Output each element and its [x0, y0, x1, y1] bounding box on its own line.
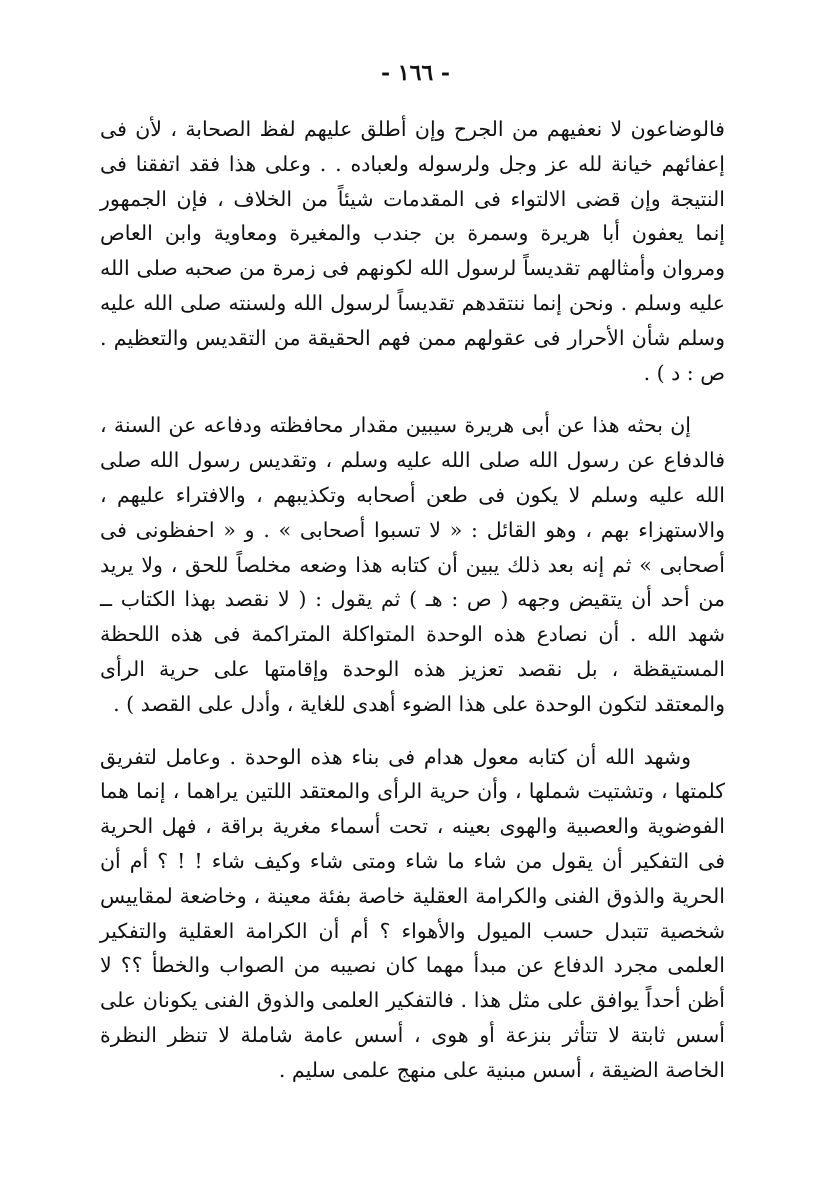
page-number: - ١٦٦ -	[380, 60, 451, 86]
paragraph-1: فالوضاعون لا نعفيهم من الجرح وإن أطلق عليهم لفظ الصحابة ، لأن فى إعفائهم خيانة لله عز وجل ولرسوله ولعباده . . وعلى هذا فقد اتفقنا فى النتيجة وإن قضى الالتواء فى المقدمات شيئاً من الخلاف ، فإن الجمهور إنما يعفون أبا هريرة وسمرة بن جندب والمغيرة ومعاوية وابن العاص ومروان وأمثالهم تقديساً لرسول الله لكونهم فى زمرة من صحبه صلى الله عليه وسلم . ونحن إنما ننتقدهم تقديساً لرسول الله ولسنته صلى الله عليه وسلم شأن الأحرار فى عقولهم ممن فهم الحقيقة من التقديس والتعظيم . ص : د ) .	[100, 117, 725, 385]
paragraph-3: وشهد الله أن كتابه معول هدام فى بناء هذه الوحدة . وعامل لتفريق كلمتها ، وتشتيت شملها ، وأن حرية الرأى والمعتقد اللتين يراهما ، إنما هما الفوضوية والعصبية والهوى بعينه ، تحت أسماء مغرية براقة ، فهل الحرية فى التفكير أن يقول من شاء ما شاء ومتى شاء وكيف شاء ! ! ؟ أم أن الحرية والذوق الفنى والكرامة العقلية خاصة بفئة معينة ، وخاضعة لمقاييس شخصية تتبدل حسب الميول والأهواء ؟ أم أن الكرامة العقلية والتفكير العلمى مجرد الدفاع عن مبدأ مهما كان نصيبه من الصواب والخطأ ؟؟ لا أظن أحداً يوافق على مثل هذا . فالتفكير العلمى والذوق الفنى يكونان على أسس ثابتة لا تتأثر بنزعة أو هوى ، أسس عامة شاملة لا تنظر النظرة الخاصة الضيقة ، أسس مبنية على منهج علمى سليم .	[100, 744, 725, 1082]
paragraph-2: إن بحثه هذا عن أبى هريرة سيبين مقدار محافظته ودفاعه عن السنة ، فالدفاع عن رسول الله صلى الله عليه وسلم ، وتقديس رسول الله صلى الله عليه وسلم لا يكون فى طعن أصحابه وتكذيبهم ، والافتراء عليهم ، والاستهزاء بهم ، وهو القائل : « لا تسبوا أصحابى » . و « احفظونى فى أصحابى » ثم إنه بعد ذلك يبين أن كتابه هذا وضعه مخلصاً للحق ، ولا يريد من أحد أن يتقيض وجهه ( ص : هـ ) ثم يقول : ( لا نقصد بهذا الكتاب ــ شهد الله . أن نصادع هذه الوحدة المتواكلة المتراكمة فى هذه اللحظة المستيقظة ، بل نقصد تعزيز هذه الوحدة وإقامتها على حرية الرأى والمعتقد لتكون الوحدة على هذا الضوء أهدى للغاية ، وأدل على القصد ) .	[100, 413, 725, 716]
body-text	[100, 112, 725, 1088]
